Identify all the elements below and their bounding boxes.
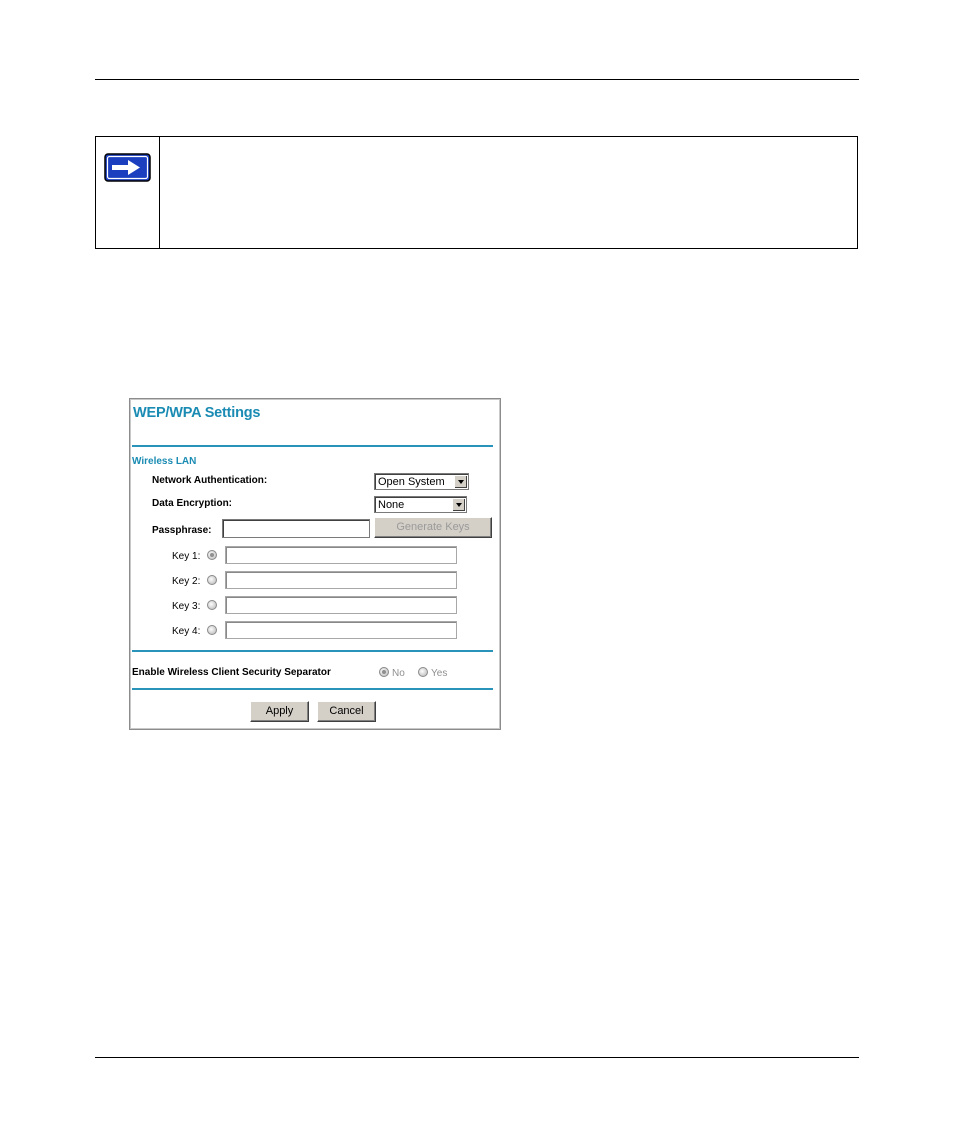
key-1-input[interactable] bbox=[225, 546, 457, 564]
section-label-wireless-lan: Wireless LAN bbox=[132, 456, 197, 467]
separator-no-label: No bbox=[392, 668, 405, 679]
key-1-label: Key 1: bbox=[172, 551, 201, 562]
wep-wpa-settings-panel bbox=[129, 398, 501, 730]
key-2-input[interactable] bbox=[225, 571, 457, 589]
generate-keys-button[interactable]: Generate Keys bbox=[374, 517, 492, 538]
network-authentication-label: Network Authentication: bbox=[152, 475, 268, 486]
divider bbox=[132, 445, 493, 447]
key-1-radio[interactable] bbox=[207, 550, 217, 560]
separator-yes-label: Yes bbox=[431, 668, 448, 679]
note-divider bbox=[159, 137, 160, 248]
note-box bbox=[95, 136, 858, 249]
network-authentication-select[interactable] bbox=[374, 473, 469, 490]
passphrase-input[interactable] bbox=[222, 519, 370, 538]
chevron-down-icon[interactable] bbox=[452, 498, 465, 511]
network-authentication-value: Open System bbox=[378, 476, 445, 488]
passphrase-label: Passphrase: bbox=[152, 525, 212, 536]
apply-button[interactable]: Apply bbox=[250, 701, 309, 722]
divider bbox=[132, 688, 493, 690]
panel-title: WEP/WPA Settings bbox=[133, 405, 261, 421]
key-2-label: Key 2: bbox=[172, 576, 201, 587]
cancel-button[interactable]: Cancel bbox=[317, 701, 376, 722]
key-4-radio[interactable] bbox=[207, 625, 217, 635]
arrow-right-icon bbox=[104, 153, 151, 182]
data-encryption-label: Data Encryption: bbox=[152, 498, 233, 509]
key-3-radio[interactable] bbox=[207, 600, 217, 610]
chevron-down-icon[interactable] bbox=[454, 475, 467, 488]
divider bbox=[132, 650, 493, 652]
separator-no-radio[interactable] bbox=[379, 667, 389, 677]
separator-label: Enable Wireless Client Security Separator bbox=[132, 667, 331, 678]
key-2-radio[interactable] bbox=[207, 575, 217, 585]
data-encryption-select[interactable] bbox=[374, 496, 467, 513]
header-rule bbox=[95, 79, 859, 80]
key-3-label: Key 3: bbox=[172, 601, 201, 612]
key-4-label: Key 4: bbox=[172, 626, 201, 637]
separator-yes-radio[interactable] bbox=[418, 667, 428, 677]
key-3-input[interactable] bbox=[225, 596, 457, 614]
data-encryption-value: None bbox=[378, 499, 405, 511]
footer-rule bbox=[95, 1057, 859, 1058]
key-4-input[interactable] bbox=[225, 621, 457, 639]
